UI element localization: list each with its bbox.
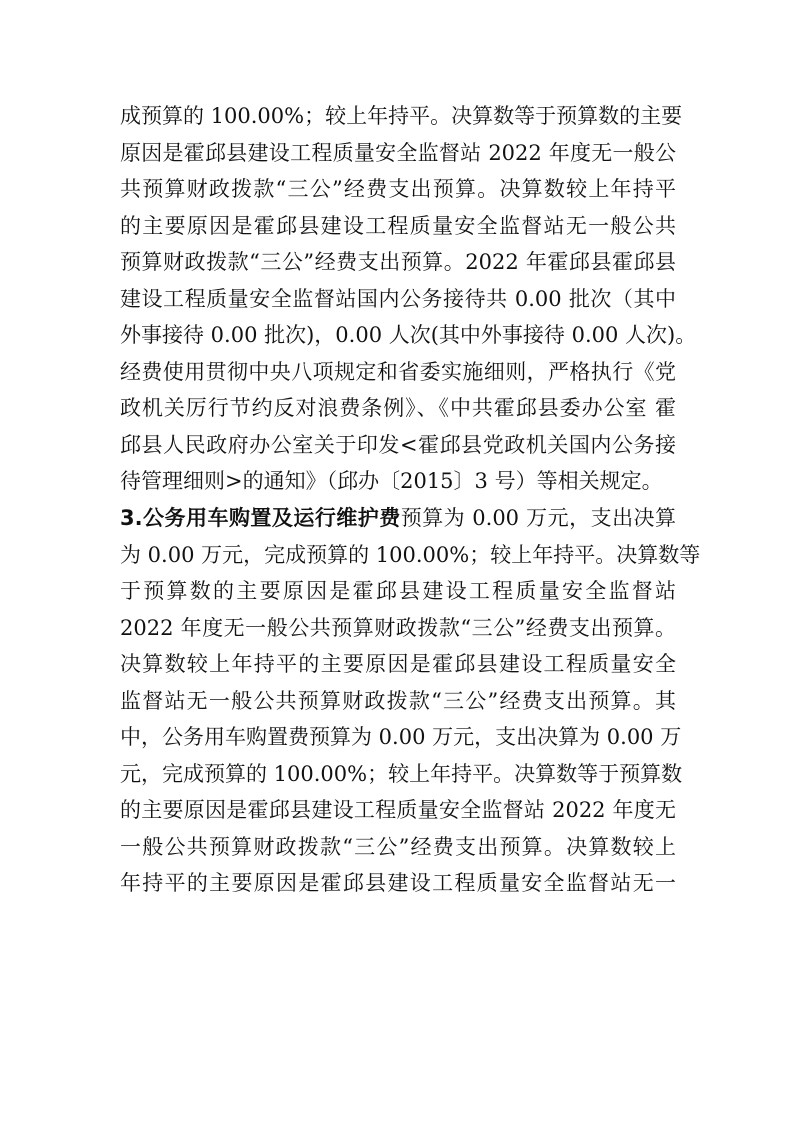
section-3-first-line-text: 预算为 0.00 万元，支出决算: [400, 506, 677, 531]
text-line: 元，完成预算的 100.00%；较上年持平。决算数等于预算数: [120, 761, 683, 786]
text-line: 共预算财政拨款“三公”经费支出预算。决算数较上年持平: [120, 177, 676, 202]
text-line: 为 0.00 万元，完成预算的 100.00%；较上年持平。决算数等: [120, 542, 701, 567]
text-line: 预算财政拨款“三公”经费支出预算。2022 年霍邱县霍邱县: [120, 250, 676, 275]
text-line: 原因是霍邱县建设工程质量安全监督站 2022 年度无一般公: [120, 140, 676, 165]
text-line: 中，公务用车购置费预算为 0.00 万元，支出决算为 0.00 万: [120, 725, 682, 750]
text-line: 建设工程质量安全监督站国内公务接待共 0.00 批次（其中: [120, 286, 676, 311]
text-line: 2022 年度无一般公共预算财政拨款“三公”经费支出预算。: [120, 615, 676, 640]
text-line: 的主要原因是霍邱县建设工程质量安全监督站无一般公共: [120, 213, 676, 238]
section-3-heading: 3.公务用车购置及运行维护费: [120, 506, 401, 531]
text-line: 政机关厉行节约反对浪费条例》、《中共霍邱县委办公室 霍: [120, 396, 676, 421]
text-line: 邱县人民政府办公室关于印发<霍邱县党政机关国内公务接: [120, 432, 676, 457]
text-line: 年持平的主要原因是霍邱县建设工程质量安全监督站无一: [120, 871, 676, 896]
section-3-first-line: [120, 500, 676, 537]
text-line: 决算数较上年持平的主要原因是霍邱县建设工程质量安全: [120, 652, 676, 677]
text-line: 一般公共预算财政拨款“三公”经费支出预算。决算数较上: [120, 834, 676, 859]
body-text: [120, 98, 701, 902]
text-line: 监督站无一般公共预算财政拨款“三公”经费支出预算。其: [120, 688, 676, 713]
text-line: 待管理细则>的通知》（邱办〔2015〕3 号）等相关规定。: [120, 469, 663, 494]
text-line: 的主要原因是霍邱县建设工程质量安全监督站 2022 年度无: [120, 798, 676, 823]
text-line: 成预算的 100.00%；较上年持平。决算数等于预算数的主要: [120, 104, 683, 128]
text-line: 经费使用贯彻中央八项规定和省委实施细则，严格执行《党: [120, 359, 676, 384]
text-line: 于预算数的主要原因是霍邱县建设工程质量安全监督站: [120, 579, 676, 604]
text-line: 外事接待 0.00 批次)，0.00 人次(其中外事接待 0.00 人次)。: [120, 323, 697, 348]
